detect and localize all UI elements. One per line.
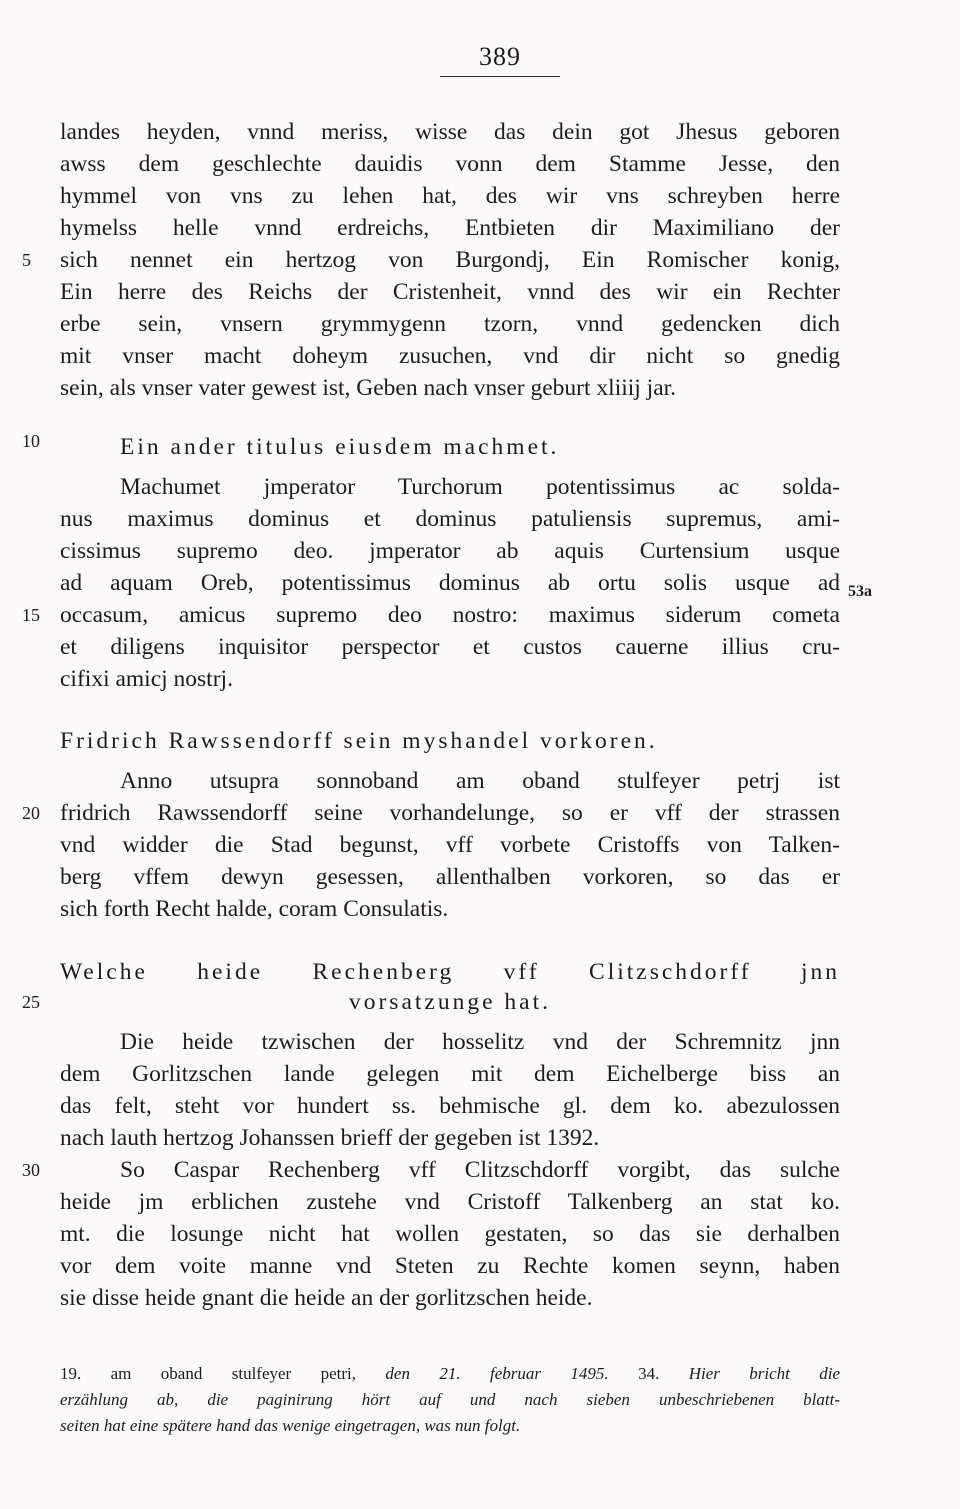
text-line: Die heide tzwischen der hosselitz vnd der Schremnitz jnn (120, 1029, 840, 1055)
line-number: 15 (22, 605, 40, 625)
text-line: cissimus supremo deo. jmperator ab aquis Curtensium usque (60, 538, 840, 564)
text-line: mit vnser macht doheym zusuchen, vnd dir nicht so gnedig (60, 343, 840, 369)
text-line: sich nennet ein hertzog von Burgondj, Ein Romischer konig, (60, 247, 840, 273)
text-line: awss dem geschlechte dauidis vonn dem Stamme Jesse, den (60, 151, 840, 177)
text-line: vor dem voite manne vnd Steten zu Rechte komen seynn, haben (60, 1253, 840, 1279)
page-number: 389 (479, 42, 521, 71)
text-line: Machumet jmperator Turchorum potentissimus ac solda- (120, 474, 840, 500)
line-number: 25 (22, 992, 40, 1012)
page-number-rule (440, 76, 560, 77)
text-line: dem Gorlitzschen lande gelegen mit dem Eichelberge biss an (60, 1061, 840, 1087)
footnote-date: den 21. februar 1495. (385, 1364, 609, 1383)
section-heading-continued: vorsatzunge hat. (348, 989, 551, 1015)
section-heading: Ein ander titulus eiusdem machmet. (120, 434, 560, 460)
footnote-number: 34. (638, 1364, 660, 1383)
text-line: das felt, steht vor hundert ss. behmische gl. dem ko. abezulossen (60, 1093, 840, 1119)
text-line: erbe sein, vnsern grymmygenn tzorn, vnnd gedencken dich (60, 311, 840, 337)
text-line: berg vffem dewyn gesessen, allenthalben vorkoren, so das er (60, 864, 840, 890)
text-line: heide jm erblichen zustehe vnd Cristoff Talkenberg an stat ko. (60, 1189, 840, 1215)
text-line: vnd widder die Stad begunst, vff vorbete Cristoffs von Talken- (60, 832, 840, 858)
text-line: mt. die losunge nicht hat wollen gestaten, so das sie derhalben (60, 1221, 840, 1247)
text-line: sein, als vnser vater gewest ist, Geben nach vnser geburt xliiij jar. (60, 375, 677, 401)
text-line: So Caspar Rechenberg vff Clitzschdorff vorgibt, das sulche (120, 1157, 840, 1183)
footnote-text: Hier bricht die (688, 1364, 841, 1383)
text-line: landes heyden, vnnd meriss, wisse das dein got Jhesus geboren (60, 119, 840, 145)
text-line: sie disse heide gnant die heide an der gorlitzschen heide. (60, 1285, 593, 1311)
line-number: 10 (22, 431, 40, 451)
footnote-line (60, 1361, 840, 1386)
text-line: hymelss helle vnnd erdreichs, Entbieten dir Maximiliano der (60, 215, 840, 241)
line-number: 30 (22, 1160, 40, 1180)
text-line: et diligens inquisitor perspector et custos cauerne illius cru- (60, 634, 840, 660)
footnote-line: erzählung ab, die paginirung hört auf und nach sieben unbeschriebenen blatt- (60, 1390, 840, 1409)
text-line: nach lauth hertzog Johanssen brieff der gegeben ist 1392. (60, 1125, 600, 1151)
text-line: ad aquam Oreb, potentissimus dominus ab ortu solis usque ad (60, 570, 840, 596)
text-line: fridrich Rawssendorff seine vorhandelunge, so er vff der strassen (60, 800, 840, 826)
text-line: Anno utsupra sonnoband am oband stulfeyer petrj ist (120, 768, 840, 794)
footnote-line: seiten hat eine spätere hand das wenige eingetragen, was nun folgt. (60, 1416, 521, 1435)
line-number: 20 (22, 803, 40, 823)
text-line: occasum, amicus supremo deo nostro: maximus siderum cometa (60, 602, 840, 628)
section-heading: Fridrich Rawssendorff sein myshandel vorkoren. (60, 728, 658, 754)
section-heading: Welche heide Rechenberg vff Clitzschdorff jnn (60, 959, 840, 985)
text-line: nus maximus dominus et dominus patuliensis supremus, ami- (60, 506, 840, 532)
text-line: hymmel von vns zu lehen hat, des wir vns schreyben herre (60, 183, 840, 209)
text-line: sich forth Recht halde, coram Consulatis. (60, 896, 449, 922)
folio-margin-note: 53a (848, 583, 872, 600)
text-line: Ein herre des Reichs der Cristenheit, vnnd des wir ein Rechter (60, 279, 840, 305)
text-line: cifixi amicj nostrj. (60, 666, 233, 692)
footnote-ref: 19. am oband stulfeyer petri, (60, 1364, 357, 1383)
line-number: 5 (22, 250, 31, 270)
